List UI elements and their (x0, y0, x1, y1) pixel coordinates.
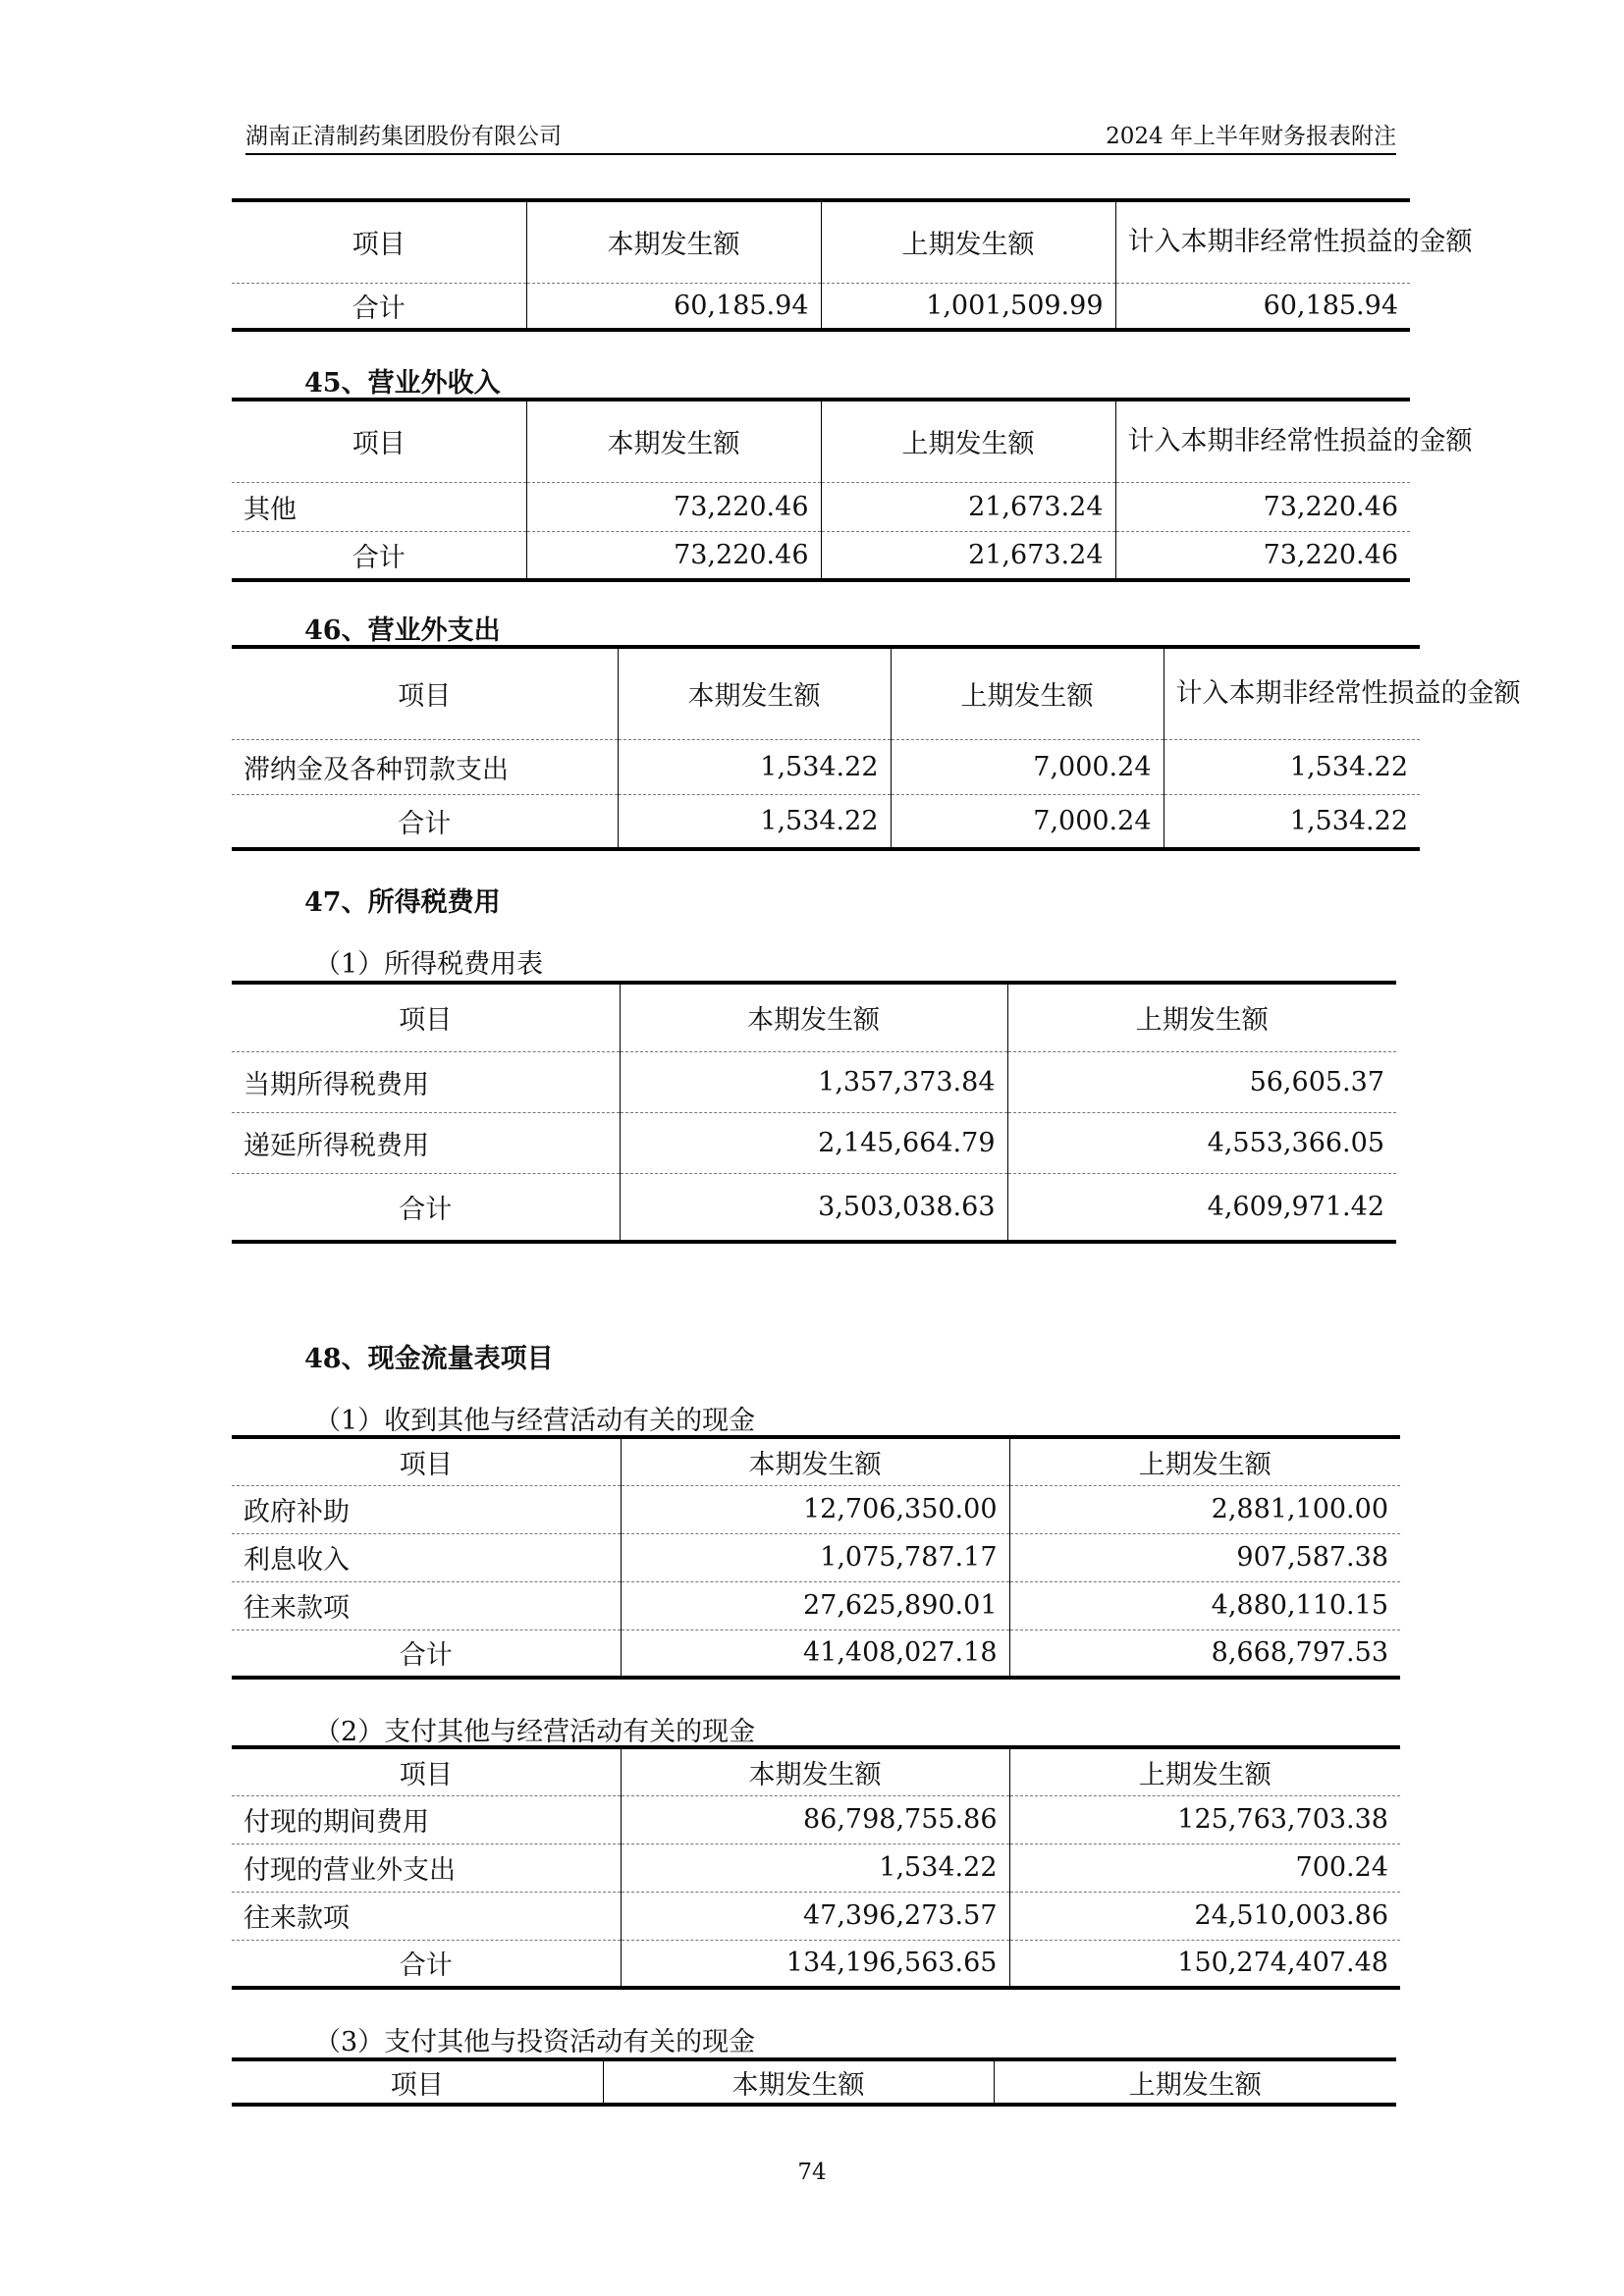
subsection-title: （2）支付其他与经营活动有关的现金 (314, 1717, 756, 1747)
table-row (232, 1843, 1400, 1892)
table-cell: 1,534.22 (618, 739, 891, 794)
col-header: 项目 (232, 983, 620, 1051)
table-row (232, 1051, 1396, 1112)
table-cell: 700.24 (1009, 1843, 1400, 1892)
table-cell: 利息收入 (232, 1533, 621, 1581)
table-cell: 当期所得税费用 (232, 1051, 620, 1112)
col-header: 本期发生额 (621, 1747, 1009, 1795)
table-cell: 1,075,787.17 (621, 1533, 1009, 1581)
table-cell: 1,357,373.84 (620, 1051, 1007, 1112)
col-header: 本期发生额 (526, 400, 821, 482)
table-48-2-operating-cash-paid (232, 1745, 1400, 1990)
table-cell: 60,185.94 (526, 283, 821, 330)
table-cell: 907,587.38 (1009, 1533, 1400, 1581)
table-cell: 2,145,664.79 (620, 1112, 1007, 1173)
table-45-non-operating-income (232, 398, 1473, 582)
table-cell: 73,220.46 (526, 482, 821, 531)
table-row (232, 283, 1410, 330)
table-cell: 合计 (399, 1640, 453, 1672)
table-cell: 滞纳金及各种罚款支出 (232, 739, 618, 794)
page-header (245, 114, 1396, 155)
table-cell: 41,408,027.18 (621, 1629, 1009, 1678)
table-cell: 合计 (352, 293, 406, 324)
col-header: 上期发生额 (1007, 983, 1396, 1051)
table-cell: 21,673.24 (821, 531, 1115, 580)
table-cell: 合计 (398, 808, 452, 839)
table-header-row (232, 400, 1410, 482)
table-cell: 4,609,971.42 (1007, 1173, 1396, 1242)
table-48-1-operating-cash-received (232, 1435, 1400, 1680)
table-row (232, 1795, 1400, 1843)
table-cell: 付现的营业外支出 (232, 1843, 621, 1892)
table-cell: 2,881,100.00 (1009, 1485, 1400, 1533)
col-header: 项目 (232, 1747, 621, 1795)
page-number: 74 (797, 2160, 827, 2185)
col-header: 项目 (232, 1437, 621, 1485)
col-header: 上期发生额 (994, 2059, 1396, 2105)
table-header-row (232, 647, 1420, 739)
table-cell: 递延所得税费用 (232, 1112, 620, 1173)
table-row (232, 1173, 1396, 1242)
table-cell: 56,605.37 (1007, 1051, 1396, 1112)
table-cell: 1,534.22 (1164, 739, 1420, 794)
table-cell: 政府补助 (232, 1485, 621, 1533)
table-cell: 134,196,563.65 (621, 1940, 1009, 1988)
section-title-45: 45、营业外收入 (304, 368, 501, 399)
table-cell: 合计 (399, 1950, 453, 1982)
table-cell: 往来款项 (232, 1581, 621, 1629)
subsection-title: （3）支付其他与投资活动有关的现金 (314, 2027, 756, 2057)
table-cell: 付现的期间费用 (232, 1795, 621, 1843)
col-header: 上期发生额 (821, 200, 1115, 283)
table-row (232, 1112, 1396, 1173)
col-header: 上期发生额 (891, 647, 1164, 739)
table-cell: 73,220.46 (1115, 482, 1410, 531)
col-header: 项目 (232, 400, 526, 482)
col-header: 上期发生额 (821, 400, 1115, 482)
col-header: 上期发生额 (1009, 1747, 1400, 1795)
table-cell: 150,274,407.48 (1009, 1940, 1400, 1988)
table-47-income-tax (232, 981, 1396, 1244)
table-row (232, 1629, 1400, 1678)
table-header-row (232, 2059, 1396, 2105)
table-cell: 7,000.24 (891, 794, 1164, 849)
col-header: 项目 (232, 200, 526, 283)
table-cell: 1,534.22 (1164, 794, 1420, 849)
table-cell: 3,503,038.63 (620, 1173, 1007, 1242)
table-row (232, 1581, 1400, 1629)
table-cell: 合计 (399, 1194, 453, 1225)
table-cell: 73,220.46 (526, 531, 821, 580)
col-header: 项目 (232, 647, 618, 739)
table-48-3-investing-cash-paid (232, 2057, 1396, 2107)
table-46-non-operating-expense (232, 645, 1521, 851)
col-header: 本期发生额 (618, 647, 891, 739)
table-cell: 1,534.22 (621, 1843, 1009, 1892)
table-row (232, 739, 1420, 794)
col-header: 本期发生额 (526, 200, 821, 283)
table-cell: 27,625,890.01 (621, 1581, 1009, 1629)
table-header-row (232, 200, 1410, 283)
subsection-title: （1）收到其他与经营活动有关的现金 (314, 1406, 756, 1436)
company-name: 湖南正清制药集团股份有限公司 (245, 124, 562, 149)
table-row (232, 1533, 1400, 1581)
table-header-row (232, 1747, 1400, 1795)
table-cell: 7,000.24 (891, 739, 1164, 794)
table-row (232, 482, 1410, 531)
table-cell: 73,220.46 (1115, 531, 1410, 580)
section-title-47: 47、所得税费用 (304, 887, 501, 918)
table-row (232, 794, 1420, 849)
col-header: 计入本期非经常性损益的金额 (1115, 400, 1410, 482)
report-title: 2024 年上半年财务报表附注 (1106, 124, 1396, 149)
table-cell: 60,185.94 (1115, 283, 1410, 330)
table-cell: 4,553,366.05 (1007, 1112, 1396, 1173)
col-header: 本期发生额 (620, 983, 1007, 1051)
table-44-other-income (232, 198, 1473, 332)
table-cell: 1,534.22 (618, 794, 891, 849)
col-header: 计入本期非经常性损益的金额 (1115, 200, 1410, 283)
table-cell: 8,668,797.53 (1009, 1629, 1400, 1678)
section-title-46: 46、营业外支出 (304, 615, 501, 646)
col-header: 项目 (390, 2069, 444, 2101)
table-row (232, 1485, 1400, 1533)
table-cell: 12,706,350.00 (621, 1485, 1009, 1533)
table-cell: 4,880,110.15 (1009, 1581, 1400, 1629)
table-cell: 其他 (232, 482, 526, 531)
section-title-48: 48、现金流量表项目 (304, 1344, 554, 1374)
table-row (232, 1940, 1400, 1988)
col-header: 本期发生额 (603, 2059, 994, 2105)
col-header: 计入本期非经常性损益的金额 (1164, 647, 1420, 739)
subsection-title: （1）所得税费用表 (314, 949, 544, 980)
table-cell: 86,798,755.86 (621, 1795, 1009, 1843)
col-header: 本期发生额 (621, 1437, 1009, 1485)
table-cell: 47,396,273.57 (621, 1892, 1009, 1940)
col-header: 上期发生额 (1009, 1437, 1400, 1485)
table-cell: 1,001,509.99 (821, 283, 1115, 330)
table-cell: 往来款项 (232, 1892, 621, 1940)
table-cell: 合计 (352, 542, 406, 573)
table-cell: 21,673.24 (821, 482, 1115, 531)
table-header-row (232, 1437, 1400, 1485)
table-cell: 125,763,703.38 (1009, 1795, 1400, 1843)
table-cell: 24,510,003.86 (1009, 1892, 1400, 1940)
table-row (232, 531, 1410, 580)
table-header-row (232, 983, 1396, 1051)
table-row (232, 1892, 1400, 1940)
